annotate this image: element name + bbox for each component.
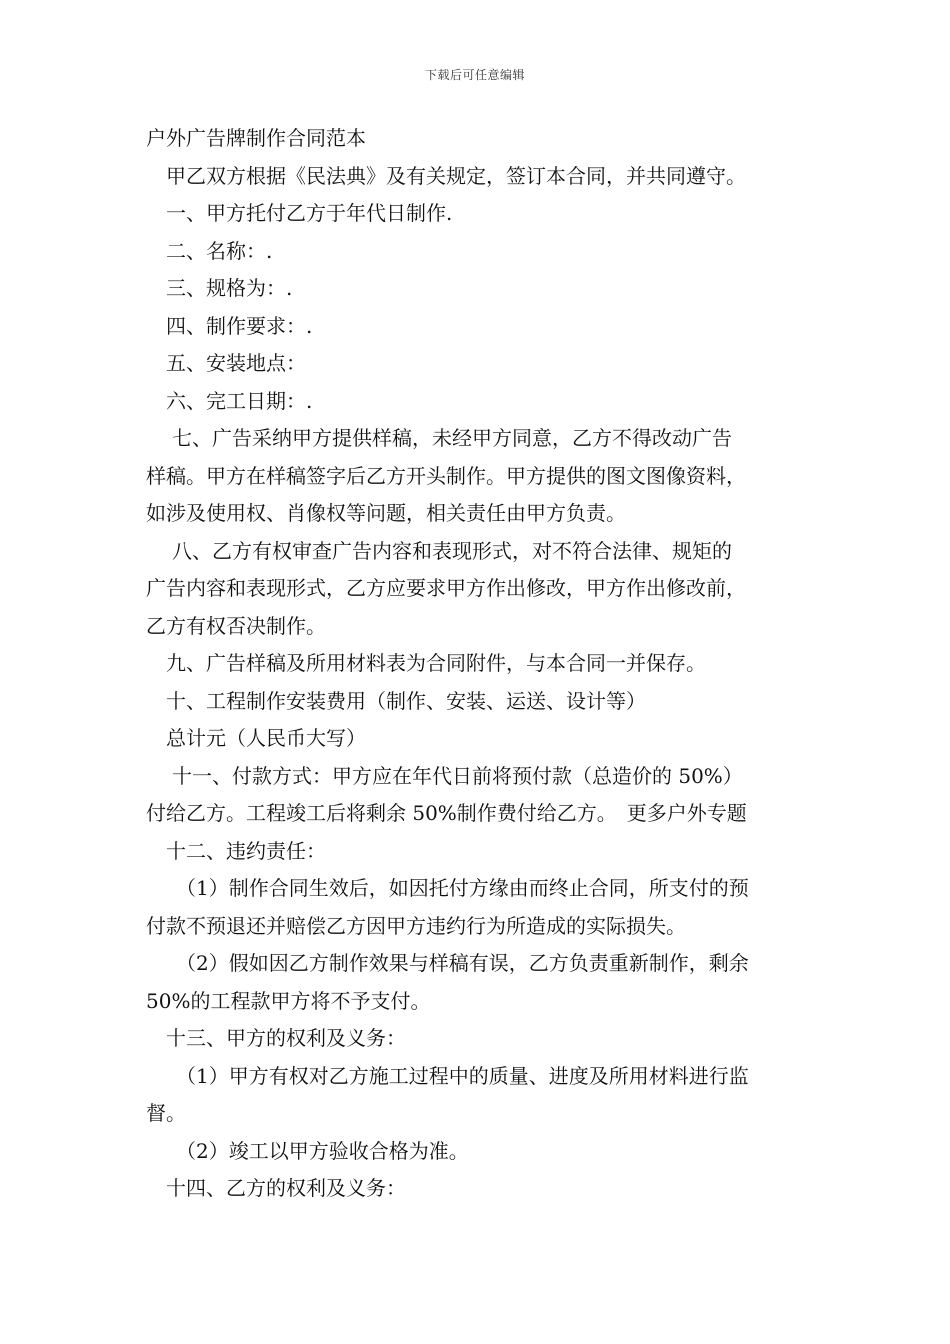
clause-13-item-1-line-2: 督。 bbox=[146, 1101, 186, 1125]
clause-12-item-1-line-1: （1）制作合同生效后，如因托付方缘由而终止合同，所支付的预 bbox=[176, 876, 749, 900]
clause-7-line-2: 样稿。甲方在样稿签字后乙方开头制作。甲方提供的图文图像资料， bbox=[146, 463, 746, 488]
clause-12-item-2-line-2: 50%的工程款甲方将不予支付。 bbox=[146, 988, 431, 1013]
clause-8-line-1: 八、乙方有权审查广告内容和表现形式，对不符合法律、规矩的 bbox=[172, 538, 732, 563]
clause-11-line-2: 付给乙方。工程竣工后将剩余 50%制作费付给乙方。 更多户外专题 bbox=[146, 801, 747, 825]
clause-11-line-1: 十一、付款方式：甲方应在年代日前将预付款（总造价的 50%） bbox=[172, 763, 743, 788]
clause-8-line-3: 乙方有权否决制作。 bbox=[146, 613, 326, 638]
clause-14: 十四、乙方的权利及义务： bbox=[166, 1176, 406, 1200]
document-title: 户外广告牌制作合同范本 bbox=[146, 126, 366, 150]
clause-13-item-2: （2）竣工以甲方验收合格为准。 bbox=[176, 1138, 469, 1163]
clause-12-item-1-line-2: 付款不预退还并赔偿乙方因甲方违约行为所造成的实际损失。 bbox=[146, 913, 686, 938]
clause-7-line-3: 如涉及使用权、肖像权等问题，相关责任由甲方负责。 bbox=[146, 501, 626, 525]
clause-2: 二、名称：. bbox=[166, 238, 273, 263]
clause-10: 十、工程制作安装费用（制作、安装、运送、设计等） bbox=[166, 688, 646, 713]
clause-12: 十二、违约责任： bbox=[166, 838, 326, 863]
clause-6: 六、完工日期：. bbox=[166, 388, 313, 413]
clause-10-total: 总计元（人民币大写） bbox=[166, 726, 366, 750]
clause-12-item-2-line-1: （2）假如因乙方制作效果与样稿有误，乙方负责重新制作，剩余 bbox=[176, 951, 749, 975]
clause-7-line-1: 七、广告采纳甲方提供样稿，未经甲方同意，乙方不得改动广告 bbox=[172, 426, 732, 450]
clause-1: 一、甲方托付乙方于年代日制作. bbox=[166, 201, 453, 225]
header-note: 下载后可任意编辑 bbox=[424, 68, 525, 82]
clause-3: 三、规格为：. bbox=[166, 276, 293, 300]
clause-13: 十三、甲方的权利及义务： bbox=[166, 1026, 406, 1050]
contract-body bbox=[146, 120, 816, 1208]
paragraph-line: 甲乙双方根据《民法典》及有关规定，签订本合同，并共同遵守。 bbox=[166, 163, 746, 188]
clause-5: 五、安装地点： bbox=[166, 351, 306, 375]
clause-8-line-2: 广告内容和表现形式，乙方应要求甲方作出修改，甲方作出修改前， bbox=[146, 576, 746, 600]
clause-9: 九、广告样稿及所用材料表为合同附件，与本合同一并保存。 bbox=[166, 651, 706, 675]
clause-4: 四、制作要求：. bbox=[166, 313, 313, 338]
clause-13-item-1-line-1: （1）甲方有权对乙方施工过程中的质量、进度及所用材料进行监 bbox=[176, 1063, 749, 1088]
